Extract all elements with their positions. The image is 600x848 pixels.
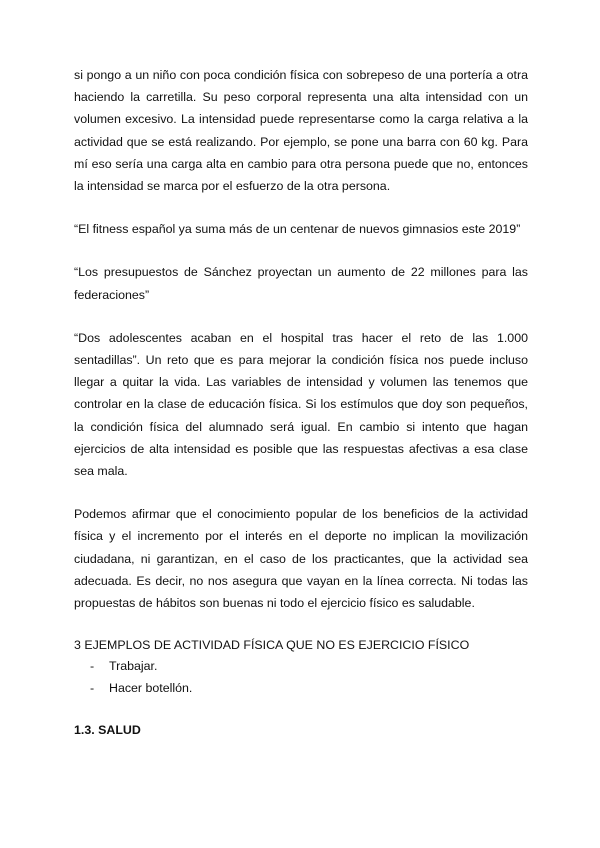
examples-heading: 3 EJEMPLOS DE ACTIVIDAD FÍSICA QUE NO ES EJERCICIO FÍSICO [74,638,470,653]
paragraph-squat-challenge: “Dos adolescentes acaban en el hospital tras hacer el reto de las 1.000 sentadillas”. Un reto que es para mejorar la condición física nos puede incluso llegar a quitar la vida. Las variables de intensidad y volumen las tenemos que controlar en la clase de educación física. Si los estímulos que doy son pequeños, la condición física del alumnado será igual. En cambio si intento que hagan ejercicios de alta intensidad es posible que las respuestas afectivas a esa clase sea mala. [74,330,528,479]
quote-fitness: “El fitness español ya suma más de un centenar de nuevos gimnasios este 2019” [74,222,521,237]
paragraph-intensity: si pongo a un niño con poca condición física con sobrepeso de una portería a otra haciendo la carretilla. Su peso corporal representa una alta intensidad con un volumen excesivo. La intensidad puede representarse como la carga relativa a la actividad que se está realizando. Por ejemplo, se pone una barra con 60 kg. Para mí eso sería una carga alta en cambio para otra persona puede que no, entonces la intensidad se marca por el esfuerzo de la otra persona. [74,68,528,194]
examples-list [74,655,528,699]
bullet-dash: - [90,681,95,696]
list-item-text: Hacer botellón. [109,681,193,696]
section-heading: 1.3. SALUD [74,723,141,738]
bullet-dash: - [90,659,95,674]
list-item [74,655,528,677]
paragraph-conclusion: Podemos afirmar que el conocimiento popular de los beneficios de la actividad física y el incremento por el interés en el deporte no implican la movilización ciudadana, ni garantizan, en el caso de los practicantes, que la actividad sea adecuada. Es decir, no nos asegura que vayan en la línea correcta. Ni todas las propuestas de hábitos son buenas ni todo el ejercicio físico es saludable. [74,507,528,611]
quote-budget: “Los presupuestos de Sánchez proyectan un aumento de 22 millones para las federaciones” [74,265,528,302]
list-item-text: Trabajar. [109,659,158,674]
list-item [74,677,528,699]
page-content [74,64,528,741]
